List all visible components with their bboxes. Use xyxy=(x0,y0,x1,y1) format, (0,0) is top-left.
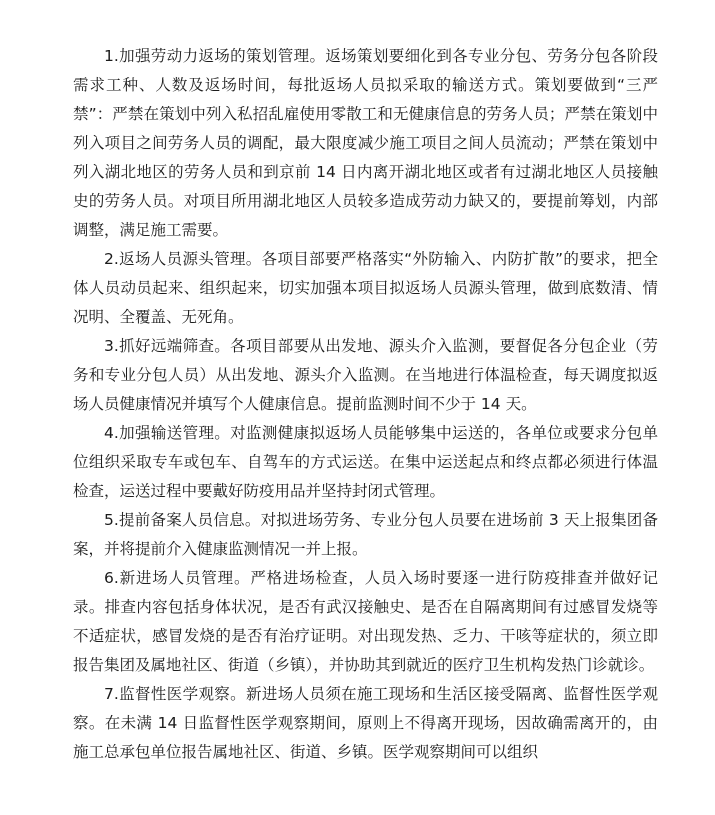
document-body xyxy=(73,42,658,767)
paragraph-1-labor-return-planning: 1.加强劳动力返场的策划管理。返场策划要细化到各专业分包、劳务分包各阶段需求工种、人数及返场时间，每批返场人员拟采取的输送方式。策划要做到“三严禁”：严禁在策划中列入私招乱雇使用零散工和无健康信息的劳务人员；严禁在策划中列入项目之间劳务人员的调配，最大限度减少施工项目之间人员流动；严禁在策划中列入湖北地区的劳务人员和到京前 14 日内离开湖北地区或者有过湖北地区人员接触史的劳务人员。对项目所用湖北地区人员较多造成劳动力缺又的，要提前筹划，内部调整，满足施工需要。 xyxy=(73,47,658,239)
paragraph-5-advance-registration: 5.提前备案人员信息。对拟进场劳务、专业分包人员要在进场前 3 天上报集团备案，并将提前介入健康监测情况一并上报。 xyxy=(73,511,658,558)
paragraph-3-remote-screening: 3.抓好远端筛查。各项目部要从出发地、源头介入监测，要督促各分包企业（劳务和专业分包人员）从出发地、源头介入监测。在当地进行体温检查，每天调度拟返场人员健康情况并填写个人健康信息。提前监测时间不少于 14 天。 xyxy=(73,337,658,413)
paragraph-7-medical-observation: 7.监督性医学观察。新进场人员须在施工现场和生活区接受隔离、监督性医学观察。在未满 14 日监督性医学观察期间，原则上不得离开现场，因故确需离开的，由施工总承包单位报告属地社区、街道、乡镇。医学观察期间可以组织 xyxy=(73,685,658,761)
paragraph-6-new-arrival-management: 6.新进场人员管理。严格进场检查，人员入场时要逐一进行防疫排查并做好记录。排查内容包括身体状况，是否有武汉接触史、是否在自隔离期间有过感冒发烧等不适症状，感冒发烧的是否有治疗证明。对出现发热、乏力、干咳等症状的，须立即报告集团及属地社区、街道（乡镇），并协助其到就近的医疗卫生机构发热门诊就诊。 xyxy=(73,569,658,674)
paragraph-2-source-management: 2.返场人员源头管理。各项目部要严格落实“外防输入、内防扩散”的要求，把全体人员动员起来、组织起来，切实加强本项目拟返场人员源头管理，做到底数清、情况明、全覆盖、无死角。 xyxy=(73,250,658,326)
paragraph-4-transport-management: 4.加强输送管理。对监测健康拟返场人员能够集中运送的，各单位或要求分包单位组织采取专车或包车、自驾车的方式运送。在集中运送起点和终点都必须进行体温检查，运送过程中要戴好防疫用品并坚持封闭式管理。 xyxy=(73,424,658,500)
